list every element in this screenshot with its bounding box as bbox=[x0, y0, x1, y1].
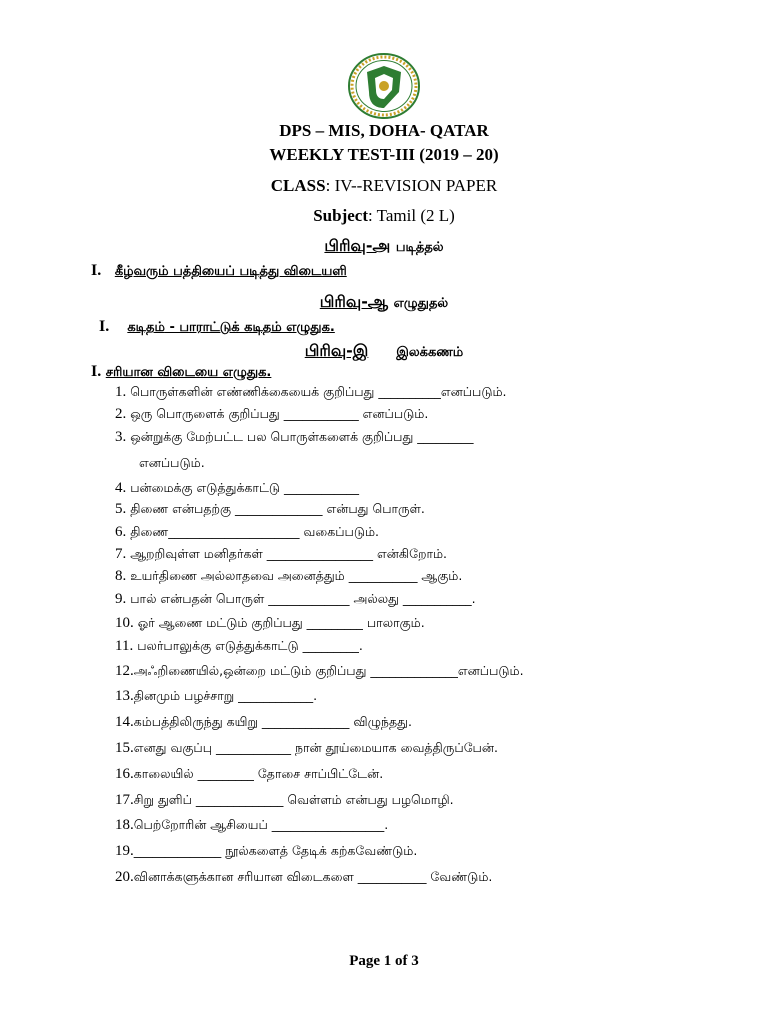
school-name: DPS – MIS, DOHA- QATAR bbox=[279, 121, 489, 140]
school-logo bbox=[347, 52, 421, 120]
question-3-continued: எனப்படும். bbox=[139, 455, 205, 470]
section-b-title: பிரிவு-ஆ bbox=[319, 292, 389, 311]
question-17: 17.சிறு துளிப் ______________ வெள்ளம் என்பது பழமொழி. bbox=[115, 792, 454, 808]
question-4: 4. பன்மைக்கு எடுத்துக்காட்டு ____________ bbox=[115, 480, 360, 496]
section-a-title: பிரிவு-அ bbox=[324, 236, 391, 255]
instruction-text-b: - பாராட்டுக் கடிதம் எழுதுக. bbox=[164, 320, 335, 335]
question-20: 20.வினாக்களுக்கான சரியான விடைகளை ___________ வேண்டும். bbox=[115, 869, 493, 885]
instruction-text-a: கடிதம் bbox=[127, 320, 165, 335]
section-c-subtitle: இலக்கணம் bbox=[396, 345, 464, 360]
section-b-subtitle: எழுதுதல் bbox=[393, 296, 449, 311]
question-9: 9. பால் என்பதன் பொருள் _____________ அல்லது ___________. bbox=[115, 591, 476, 607]
section-c-title: பிரிவு-இ bbox=[304, 341, 369, 360]
question-15: 15.எனது வகுப்பு ____________ நான் தூய்மையாக வைத்திருப்பேன். bbox=[115, 740, 498, 756]
instruction-numeral: I. bbox=[99, 318, 110, 335]
question-16: 16.காலையில் _________ தோசை சாப்பிட்டேன். bbox=[115, 766, 384, 782]
question-13: 13.தினமும் பழச்சாறு ____________. bbox=[115, 688, 318, 704]
section-b-instruction bbox=[99, 318, 335, 336]
section-c-heading bbox=[0, 341, 768, 362]
question-5: 5. திணை என்பதற்கு ______________ என்பது பொருள். bbox=[115, 501, 425, 517]
subject-line bbox=[0, 206, 768, 226]
question-2: 2. ஒரு பொருளைக் குறிப்பது ____________ எனப்படும். bbox=[115, 406, 429, 422]
subject-label: Subject bbox=[313, 206, 368, 225]
question-10: 10. ஓர் ஆணை மட்டும் குறிப்பது _________ பாலாகும். bbox=[115, 615, 425, 631]
class-line bbox=[0, 176, 768, 196]
class-value: : IV--REVISION PAPER bbox=[325, 176, 498, 195]
page-number: Page 1 of 3 bbox=[349, 953, 419, 969]
test-title: WEEKLY TEST-III (2019 – 20) bbox=[269, 145, 499, 164]
section-a-heading bbox=[0, 236, 768, 257]
question-8: 8. உயர்திணை அல்லாதவை அனைத்தும் ___________ ஆகும். bbox=[115, 568, 463, 584]
question-11: 11. பலர்பாலுக்கு எடுத்துக்காட்டு _________. bbox=[115, 638, 363, 654]
question-18: 18.பெற்றோரின் ஆசியைப் __________________. bbox=[115, 817, 389, 833]
section-b-heading bbox=[0, 292, 768, 313]
instruction-numeral: I. bbox=[91, 262, 102, 279]
question-1: 1. பொருள்களின் எண்ணிக்கையைக் குறிப்பது __________எனப்படும். bbox=[115, 384, 507, 400]
question-12: 12.அஃறிணையில்,ஒன்றை மட்டும் குறிப்பது ______________எனப்படும். bbox=[115, 663, 524, 679]
instruction-text: சரியான விடையை எழுதுக. bbox=[105, 365, 272, 380]
subject-value: : Tamil (2 L) bbox=[367, 206, 455, 225]
section-c-instruction bbox=[91, 363, 271, 381]
section-a-instruction bbox=[91, 262, 347, 280]
section-a-subtitle: படித்தல் bbox=[395, 240, 444, 255]
question-7: 7. ஆறறிவுள்ள மனிதர்கள் _________________ என்கிறோம். bbox=[115, 546, 448, 562]
instruction-text: கீழ்வரும் பத்தியைப் படித்து விடையளி bbox=[114, 264, 347, 279]
class-label: CLASS bbox=[270, 176, 326, 195]
question-6: 6. திணை_____________________ வகைப்படும். bbox=[115, 524, 380, 540]
instruction-numeral: I. bbox=[91, 363, 102, 380]
question-19: 19.______________ நூல்களைத் தேடிக் கற்கவேண்டும். bbox=[115, 843, 418, 859]
question-14: 14.கம்பத்திலிருந்து கயிறு ______________ விழுந்தது. bbox=[115, 714, 412, 730]
question-3: 3. ஒன்றுக்கு மேற்பட்ட பல பொருள்களைக் குறிப்பது _________ bbox=[115, 429, 474, 445]
